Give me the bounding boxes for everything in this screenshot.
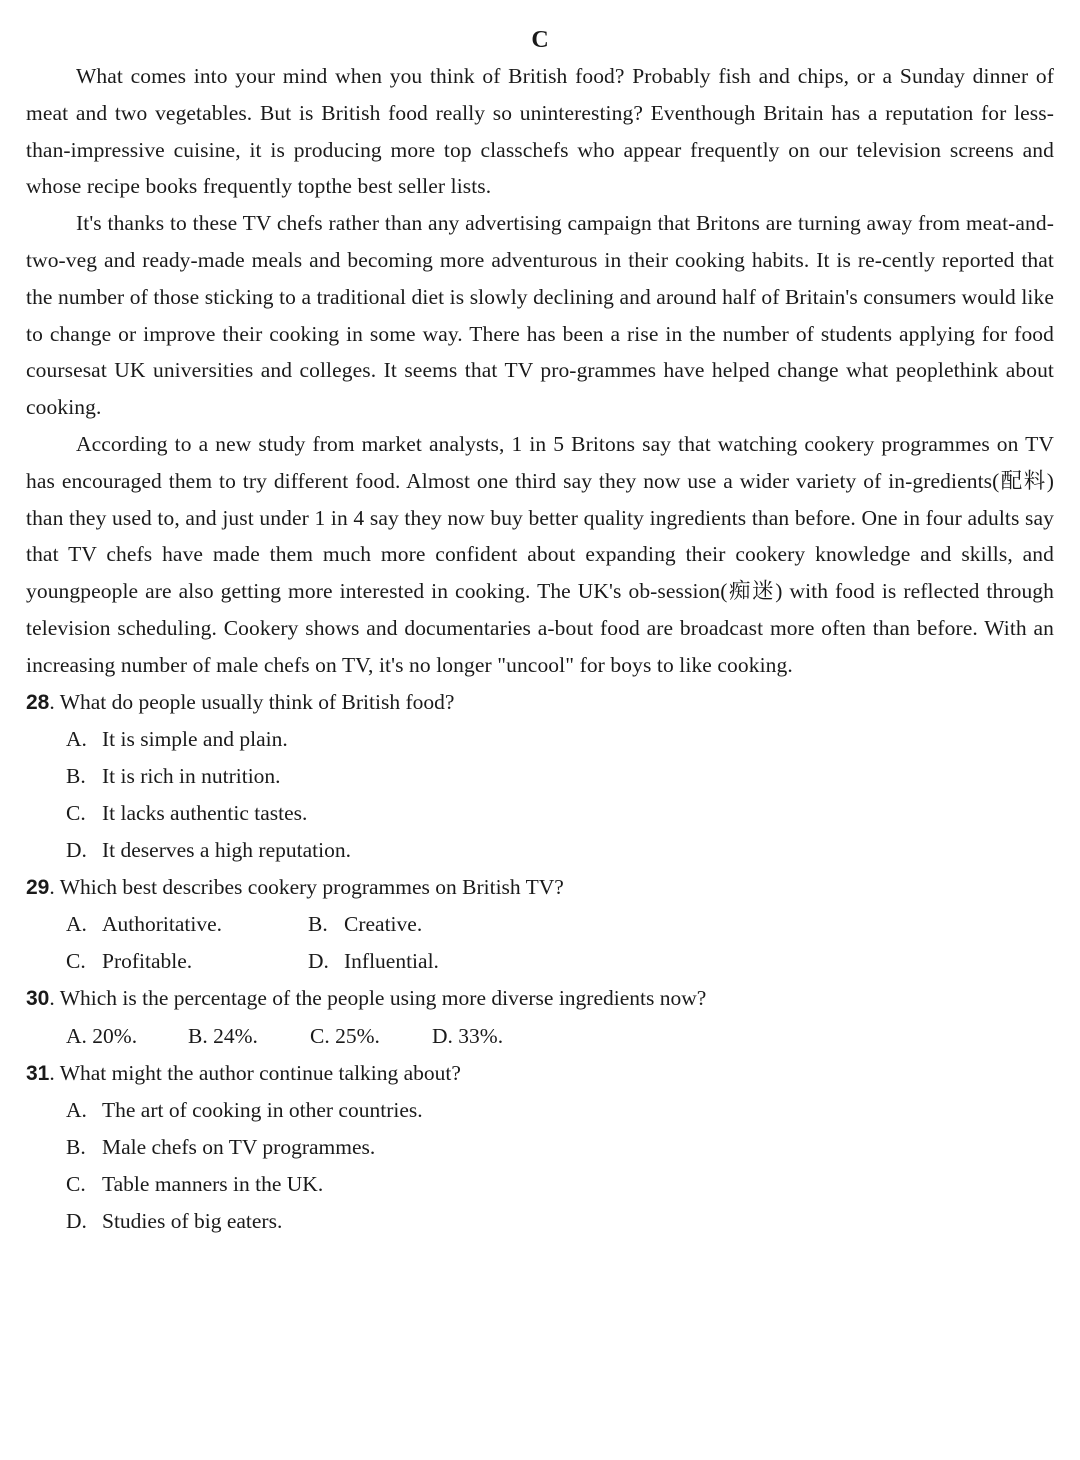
option-text: 20%. [92,1023,138,1048]
answer-options [26,1018,1054,1055]
option-letter: D. [66,837,87,862]
question-number: 30 [26,986,50,1010]
option-text: Studies of big eaters. [102,1208,283,1233]
question-30 [26,980,1054,1055]
passage-paragraph-1: What comes into your mind when you think of British food? Probably fish and chips, or a Sunday dinner of meat and two vegetables. But is British food really so uninteresting? Eventhough Britain has a reputation for less-than-impressive cuisine, it is producing more top classchefs who appear frequently on our television screens and whose recipe books frequently topthe best seller lists. [26,64,1054,199]
option-b[interactable] [66,1129,1054,1166]
option-text: Male chefs on TV programmes. [102,1135,376,1160]
option-a[interactable] [66,721,1054,758]
option-d[interactable] [308,943,550,980]
option-text: It lacks authentic tastes. [102,800,308,825]
question-number: 31 [26,1061,50,1085]
option-c[interactable] [310,1018,432,1055]
option-d[interactable] [66,832,1054,869]
option-b[interactable] [188,1018,310,1055]
option-text: The art of cooking in other countries. [102,1098,423,1123]
question-29 [26,869,1054,980]
reading-passage [26,58,1054,684]
answer-options [26,906,1054,980]
question-31 [26,1055,1054,1240]
passage-paragraph-2: It's thanks to these TV chefs rather than any advertising campaign that Britons are turning away from meat-and-two-veg and ready-made meals and becoming more adventurous in their cooking habits. It is re-cently reported that the number of those sticking to a traditional diet is slowly declining and around half of Britain's consumers would like to change or improve their cooking in some way. There has been a rise in the number of students applying for food coursesat UK universities and colleges. It seems that TV pro-grammes have helped change what peoplethink about cooking. [26,211,1054,420]
passage-paragraph-3: According to a new study from market analysts, 1 in 5 Britons say that watching cookery programmes on TV has encouraged them to try different food. Almost one third say they now use a wider variety of in-gredients(配料) than they used to, and just under 1 in 4 say they now buy better quality ingredients than before. One in four adults say that TV chefs have made them much more confident about expanding their cookery knowledge and skills, and youngpeople are also getting more interested in cooking. The UK's ob-session(痴迷) with food is reflected through television scheduling. Cookery shows and documentaries a-bout food are broadcast more often than before. With an increasing number of male chefs on TV, it's no longer "uncool" for boys to like cooking. [26,431,1054,677]
option-text: 24%. [213,1023,258,1048]
option-letter: A. [66,912,87,937]
section-title: C [531,27,549,53]
option-letter: B. [188,1023,208,1048]
option-row [66,943,1054,980]
question-text: . What do people usually think of British food? [49,689,455,714]
option-a[interactable] [66,906,308,943]
option-text: 25%. [335,1023,380,1048]
option-d[interactable] [432,1018,554,1055]
option-letter: C. [66,800,86,825]
option-text: Influential. [344,949,439,974]
option-text: 33%. [458,1023,504,1048]
question-number: 28 [26,690,50,714]
option-b[interactable] [66,758,1054,795]
exam-page [26,22,1054,1240]
option-text: Creative. [344,912,423,937]
option-text: It deserves a high reputation. [102,837,351,862]
option-c[interactable] [66,1166,1054,1203]
option-a[interactable] [66,1018,188,1055]
option-letter: C. [310,1023,330,1048]
option-letter: D. [66,1208,87,1233]
option-letter: C. [66,1171,86,1196]
option-c[interactable] [66,943,308,980]
option-text: Table manners in the UK. [102,1171,324,1196]
answer-options [26,1092,1054,1239]
question-text: . What might the author continue talking about? [49,1060,461,1085]
option-letter: C. [66,949,86,974]
option-d[interactable] [66,1203,1054,1240]
option-letter: D. [308,949,329,974]
question-number: 29 [26,875,50,899]
option-letter: A. [66,1023,87,1048]
option-letter: A. [66,727,87,752]
option-a[interactable] [66,1092,1054,1129]
option-letter: B. [308,912,328,937]
option-row [66,906,1054,943]
option-c[interactable] [66,795,1054,832]
option-row [66,1018,1054,1055]
option-text: Authoritative. [102,912,223,937]
answer-options [26,721,1054,868]
question-stem [26,1055,1054,1093]
option-letter: D. [432,1023,453,1048]
question-stem [26,980,1054,1018]
option-letter: A. [66,1098,87,1123]
option-text: It is simple and plain. [102,727,288,752]
question-text: . Which best describes cookery programmes on British TV? [49,874,564,899]
question-28 [26,684,1054,869]
question-stem [26,869,1054,907]
option-letter: B. [66,1135,86,1160]
option-text: It is rich in nutrition. [102,764,281,789]
option-b[interactable] [308,906,550,943]
option-text: Profitable. [102,949,193,974]
question-stem [26,684,1054,722]
question-text: . Which is the percentage of the people using more diverse ingredients now? [49,985,707,1010]
option-letter: B. [66,764,86,789]
